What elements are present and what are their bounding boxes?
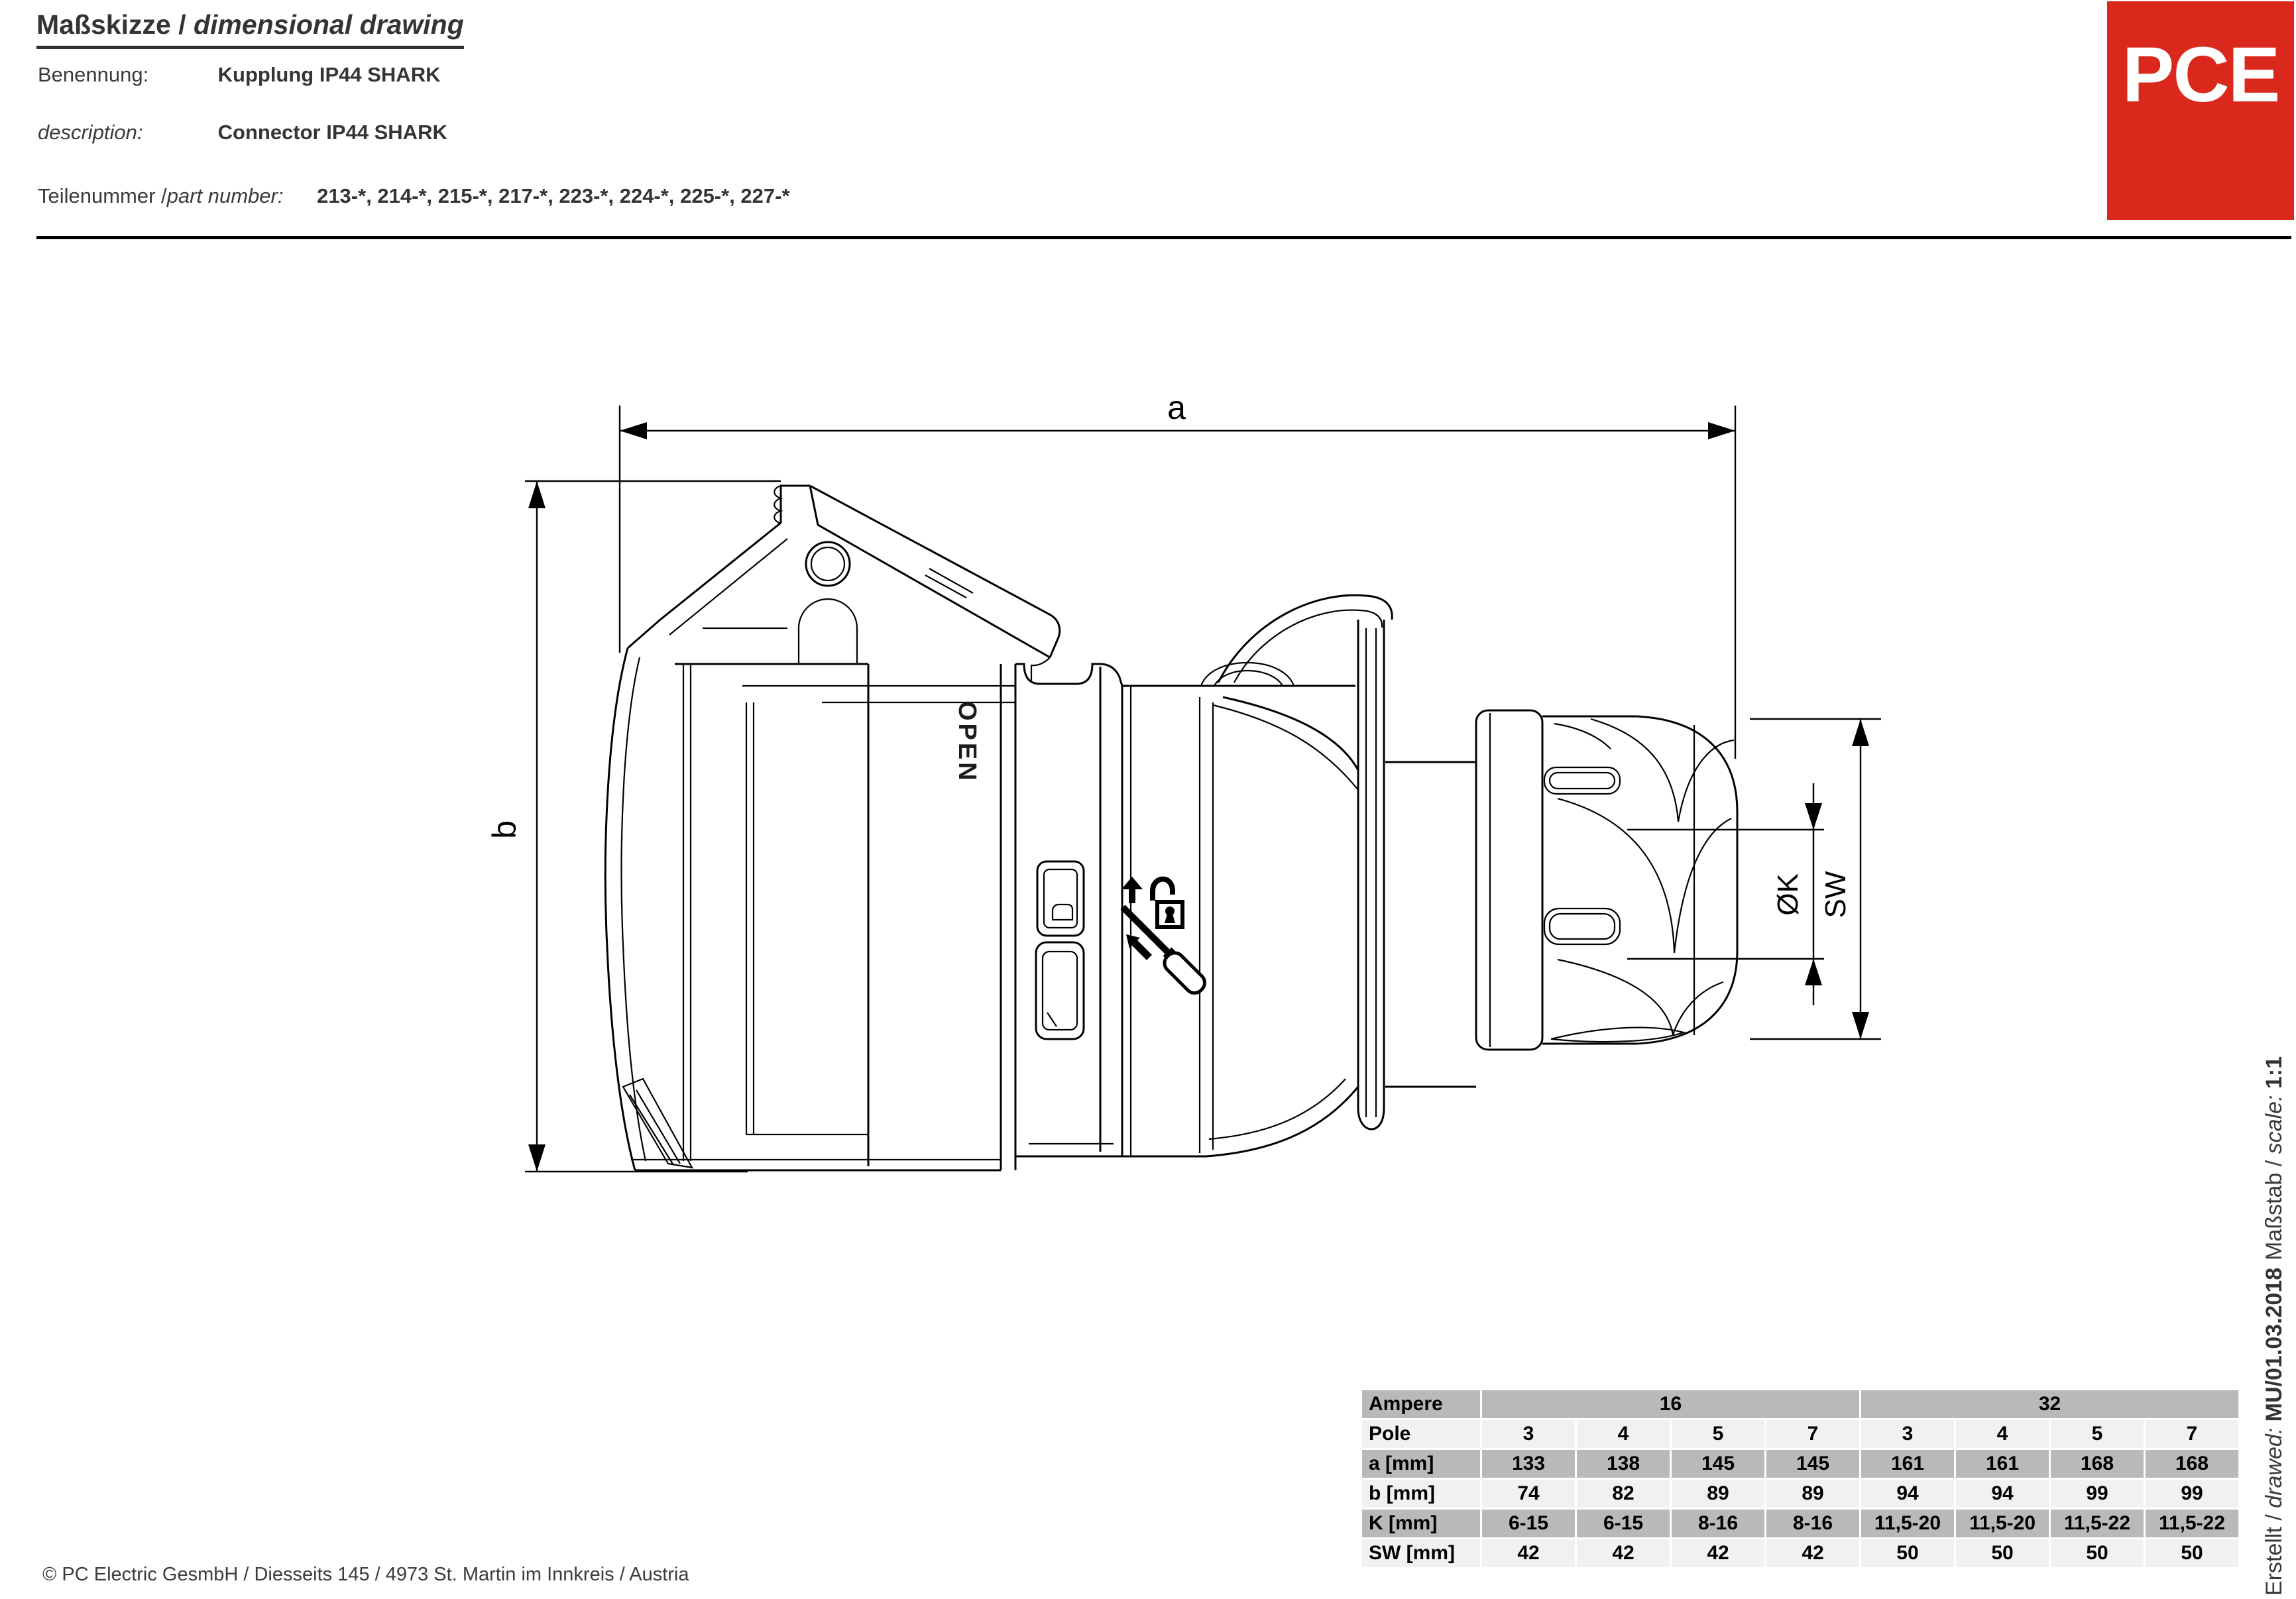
dim-label-sw: SW: [1819, 871, 1852, 918]
table-row: [1362, 1420, 2238, 1448]
table-cell: 50: [2051, 1539, 2144, 1567]
table-cell: 161: [1861, 1450, 1954, 1478]
created-label-en: drawed:: [2262, 1421, 2287, 1508]
table-row-label: K [mm]: [1362, 1510, 1480, 1537]
table-cell: 16: [1482, 1390, 1859, 1418]
table-cell: 3: [1861, 1420, 1954, 1448]
cable-clamp-collar: [1015, 664, 1122, 1156]
table-cell: 82: [1577, 1480, 1670, 1508]
table-cell: 8-16: [1766, 1510, 1859, 1537]
table-cell: 11,5-22: [2146, 1510, 2238, 1537]
table-cell: 145: [1672, 1450, 1764, 1478]
table-row-label: b [mm]: [1362, 1480, 1480, 1508]
dimension-k: [1627, 783, 1824, 1005]
cap-hook: [1201, 595, 1392, 1129]
dim-label-b: b: [486, 820, 523, 839]
open-engraving: OPEN: [953, 701, 981, 783]
table-cell: 7: [2146, 1420, 2238, 1448]
table-cell: 11,5-20: [1861, 1510, 1954, 1537]
table-cell: 42: [1672, 1539, 1764, 1567]
table-row-label: Pole: [1362, 1420, 1480, 1448]
table-cell: 50: [1956, 1539, 2049, 1567]
pce-logo-text: PCE: [2122, 31, 2279, 119]
table-cell: 74: [1482, 1480, 1575, 1508]
part-number-label-en: part number:: [166, 184, 284, 207]
table-row-label: a [mm]: [1362, 1450, 1480, 1478]
created-label-de: Erstellt /: [2262, 1508, 2287, 1596]
dimension-table-grid: [1360, 1388, 2240, 1569]
table-row: [1362, 1450, 2238, 1478]
table-cell: 4: [1956, 1420, 2049, 1448]
up-arrow-icon: [1121, 877, 1143, 903]
table-cell: 99: [2051, 1480, 2144, 1508]
margin-scale-note: [2262, 1056, 2287, 1260]
table-cell: 50: [1861, 1539, 1954, 1567]
benennung-value: Kupplung IP44 SHARK: [217, 63, 441, 86]
scale-label-en: scale:: [2262, 1089, 2287, 1154]
table-cell: 3: [1482, 1420, 1575, 1448]
table-cell: 94: [1861, 1480, 1954, 1508]
gland-flange: [1476, 710, 1542, 1050]
table-cell: 32: [1861, 1390, 2238, 1418]
table-cell: 94: [1956, 1480, 2049, 1508]
table-cell: 168: [2051, 1450, 2144, 1478]
table-cell: 50: [2146, 1539, 2238, 1567]
mid-cylinder: [1385, 762, 1476, 1087]
unlock-icon: [1153, 879, 1182, 927]
table-cell: 6-15: [1482, 1510, 1575, 1537]
dimension-a: [620, 389, 1735, 759]
table-cell: 138: [1577, 1450, 1670, 1478]
description-value: Connector IP44 SHARK: [217, 121, 447, 144]
table-cell: 161: [1956, 1450, 2049, 1478]
table-cell: 5: [1672, 1420, 1764, 1448]
table-row: [1362, 1539, 2238, 1567]
scale-label-de: Maßstab /: [2262, 1154, 2287, 1260]
latch-lever: [774, 486, 1059, 683]
footer-copyright: © PC Electric GesmbH / Diesseits 145 / 4973 St. Martin im Innkreis / Austria: [42, 1564, 689, 1585]
dimension-table: [1360, 1388, 2240, 1569]
table-cell: 145: [1766, 1450, 1859, 1478]
benennung-label: Benennung:: [38, 63, 149, 86]
scale-value: 1:1: [2262, 1056, 2287, 1089]
table-cell: 89: [1672, 1480, 1764, 1508]
table-row: [1362, 1480, 2238, 1508]
part-number-value: 213-*, 214-*, 215-*, 217-*, 223-*, 224-*, 225-*, 227-*: [317, 184, 790, 207]
dimension-sw: [1750, 719, 1881, 1039]
table-row: [1362, 1510, 2238, 1537]
table-cell: 99: [2146, 1480, 2238, 1508]
table-row-label: Ampere: [1362, 1390, 1480, 1418]
table-cell: 7: [1766, 1420, 1859, 1448]
table-cell: 11,5-20: [1956, 1510, 2049, 1537]
table-cell: 8-16: [1672, 1510, 1764, 1537]
table-cell: 6-15: [1577, 1510, 1670, 1537]
dimension-b: [486, 481, 781, 1172]
part-number-label-de: Teilenummer /: [38, 184, 167, 207]
table-cell: 42: [1577, 1539, 1670, 1567]
table-row: [1362, 1390, 2238, 1418]
table-cell: 5: [2051, 1420, 2144, 1448]
shark-gland: [1542, 716, 1737, 1044]
dim-label-a: a: [1167, 389, 1186, 426]
table-cell: 4: [1577, 1420, 1670, 1448]
description-label: description:: [38, 121, 143, 144]
page-title-de: Maßskizze /: [36, 9, 186, 40]
connector-body: [605, 523, 1015, 1170]
table-cell: 42: [1766, 1539, 1859, 1567]
created-value: MU/01.03.2018: [2262, 1267, 2287, 1422]
diagonal-arrow-icon: [1126, 934, 1152, 960]
margin-created-note: [2262, 1268, 2287, 1596]
dim-label-k: ØK: [1772, 873, 1804, 916]
table-cell: 89: [1766, 1480, 1859, 1508]
table-row-label: SW [mm]: [1362, 1539, 1480, 1567]
table-cell: 168: [2146, 1450, 2238, 1478]
page-title-en: dimensional drawing: [186, 9, 464, 40]
table-cell: 11,5-22: [2051, 1510, 2144, 1537]
table-cell: 133: [1482, 1450, 1575, 1478]
table-cell: 42: [1482, 1539, 1575, 1567]
